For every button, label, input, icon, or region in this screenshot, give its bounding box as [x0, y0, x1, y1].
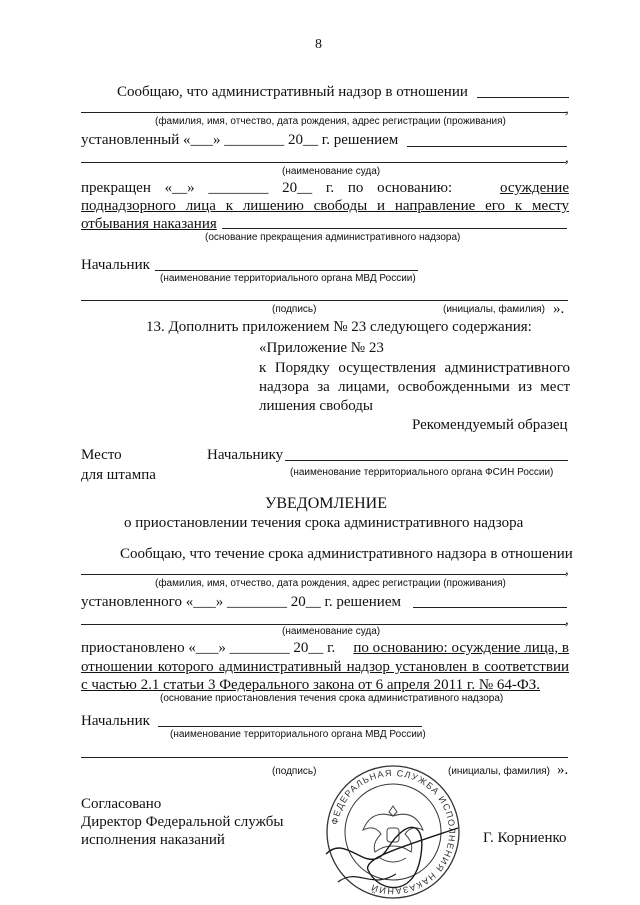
- suspended-basis: по основанию: осуждение лица, в: [353, 640, 569, 656]
- fill-line: [477, 97, 569, 98]
- note-initials: (инициалы, фамилия): [448, 766, 550, 777]
- stamp-place-1: Место: [81, 447, 122, 463]
- seal-text: ФЕДЕРАЛЬНАЯ СЛУЖБА ИСПОЛНЕНИЯ НАКАЗАНИЙ: [329, 767, 458, 897]
- terminated-line-3: отбывания наказания: [81, 216, 217, 232]
- note-court: (наименование суда): [282, 166, 381, 177]
- fill-line: [413, 607, 567, 608]
- established-line: установленный «___» ________ 20__ г. решением: [81, 132, 399, 148]
- appendix-title: «Приложение № 23: [259, 340, 384, 356]
- fill-line: [81, 300, 568, 301]
- eagle-emblem-icon: [363, 806, 423, 862]
- fill-line: [155, 270, 418, 271]
- approval-line-2: Директор Федеральной службы: [81, 814, 284, 830]
- addressee: Начальнику: [207, 447, 284, 463]
- stamp-place-2: для штампа: [81, 467, 156, 483]
- note-signature: (подпись): [272, 304, 317, 315]
- signer-name: Г. Корниенко: [483, 830, 567, 846]
- comma: ,: [565, 562, 569, 578]
- appendix-line-3: надзора за лицами, освобожденными из мест: [259, 379, 570, 395]
- sample-label: Рекомендуемый образец: [412, 417, 568, 433]
- terminated-line-2: поднадзорного лица к лишению свободы и направление его к месту: [81, 198, 569, 214]
- note-basis: (основание приостановления течения срока административного надзора): [160, 693, 504, 704]
- note-person: (фамилия, имя, отчество, дата рождения, адрес регистрации (проживания): [155, 578, 506, 589]
- fill-line: [81, 624, 566, 625]
- notice-report-line: Сообщаю, что течение срока административного надзора в отношении: [120, 546, 573, 562]
- fill-line: [158, 726, 422, 727]
- terminated-text: прекращен «__» ________ 20__ г. по основанию:: [81, 180, 453, 196]
- fill-line: [81, 112, 566, 113]
- fill-line: [407, 146, 567, 147]
- approval-line-3: исполнения наказаний: [81, 832, 225, 848]
- fill-line: [285, 460, 568, 461]
- closing-quote: ».: [553, 301, 565, 317]
- note-signature: (подпись): [272, 766, 317, 777]
- note-initials: (инициалы, фамилия): [443, 304, 545, 315]
- fill-line: [81, 162, 566, 163]
- suspended-line-2: отношении которого административный надзор установлен в соответствии: [81, 659, 569, 675]
- official-seal: [308, 762, 478, 902]
- suspended-line-1: [81, 639, 569, 657]
- item-13: 13. Дополнить приложением № 23 следующего содержания:: [146, 319, 532, 335]
- note-court: (наименование суда): [282, 626, 381, 637]
- note-fsin: (наименование территориального органа ФСИН России): [290, 467, 554, 478]
- terminated-line-1: [81, 179, 569, 197]
- closing-quote: ».: [557, 762, 569, 778]
- suspended-line-3: с частью 2.1 статьи 3 Федерального закона от 6 апреля 2011 г. № 64-ФЗ.: [81, 677, 540, 693]
- terminated-basis: осуждение: [499, 180, 569, 196]
- approval-line-1: Согласовано: [81, 796, 162, 812]
- page-number: 8: [315, 37, 322, 52]
- appendix-line-4: лишения свободы: [259, 398, 373, 414]
- note-body: (наименование территориального органа МВД России): [170, 729, 426, 740]
- appendix-line-2: к Порядку осуществления административного: [259, 360, 570, 376]
- fill-line: [81, 757, 568, 758]
- note-body: (наименование территориального органа МВД России): [160, 273, 416, 284]
- fill-line: [222, 228, 567, 229]
- notice-established: установленного «___» ________ 20__ г. решением: [81, 594, 401, 610]
- head-label: Начальник: [81, 713, 150, 729]
- note-person: (фамилия, имя, отчество, дата рождения, адрес регистрации (проживания): [155, 116, 506, 127]
- comma: ,: [565, 101, 569, 117]
- comma: ,: [565, 150, 569, 166]
- fill-line: [81, 574, 566, 575]
- suspended-text: приостановлено «___» ________ 20__ г.: [81, 640, 336, 656]
- comma: ,: [565, 612, 569, 628]
- notice-subtitle: о приостановлении течения срока административного надзора: [124, 515, 524, 531]
- notice-title: УВЕДОМЛЕНИЕ: [265, 495, 387, 512]
- report-line: Сообщаю, что административный надзор в отношении: [117, 84, 468, 100]
- note-basis: (основание прекращения административного надзора): [205, 232, 461, 243]
- head-label: Начальник: [81, 257, 150, 273]
